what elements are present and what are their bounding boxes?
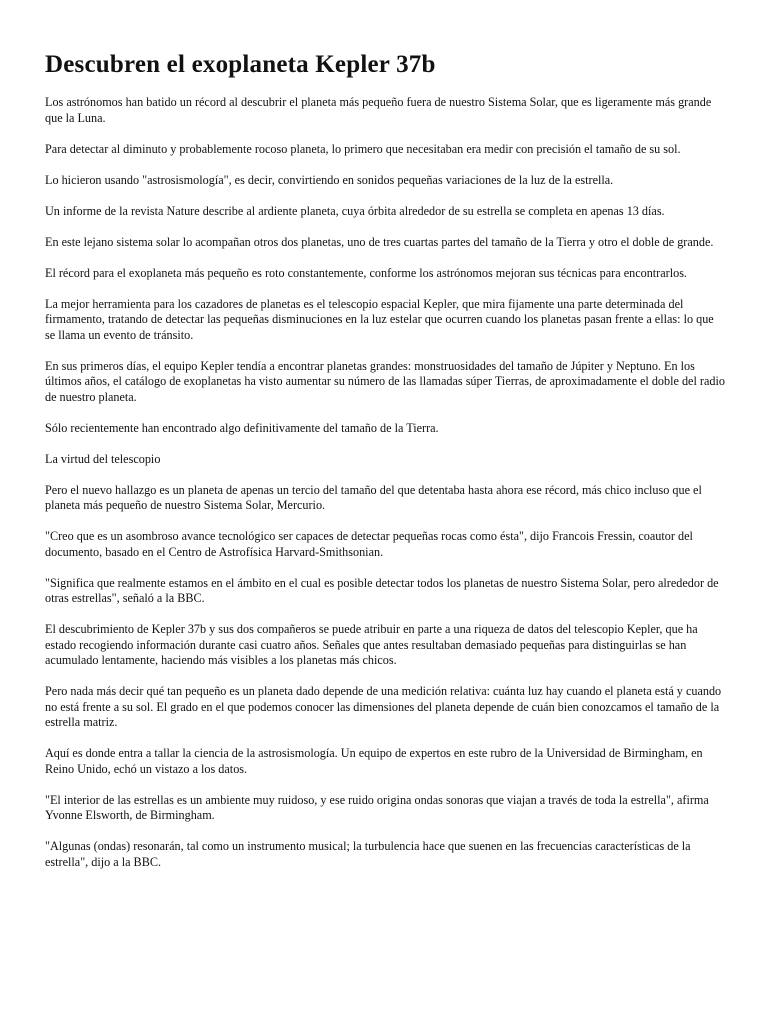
paragraph: La mejor herramienta para los cazadores de planetas es el telescopio espacial Kepler, que mira fijamente una parte determinada del firmamento, tratando de detectar las pequeñas disminuciones en la luz estelar que ocurren cuando los planetas pasan frente a ellas: lo que se llama un evento de tránsito. [45,296,714,342]
paragraph: Sólo recientemente han encontrado algo definitivamente del tamaño de la Tierra. [45,420,439,435]
paragraph: Pero el nuevo hallazgo es un planeta de apenas un tercio del tamaño del que detentaba hasta ahora ese récord, más chico incluso que el planeta más pequeño de nuestro Sistema Solar, Mercurio. [45,482,702,512]
paragraph: "Algunas (ondas) resonarán, tal como un instrumento musical; la turbulencia hace que suenen en las frecuencias características de la estrella", dijo a la BBC. [45,839,691,869]
paragraph: Un informe de la revista Nature describe al ardiente planeta, cuya órbita alrededor de su estrella se completa en apenas 13 días. [45,203,665,218]
paragraph: En sus primeros días, el equipo Kepler tendía a encontrar planetas grandes: monstruosidades del tamaño de Júpiter y Neptuno. En los últimos años, el catálogo de exoplanetas ha visto aumentar su número de las llamadas súper Tierras, de aproximadamente el doble del radio de nuestro planeta. [45,358,725,404]
paragraph: Aquí es donde entra a tallar la ciencia de la astrosismología. Un equipo de expertos en este rubro de la Universidad de Birmingham, en Reino Unido, echó un vistazo a los datos. [45,746,703,776]
paragraph: "El interior de las estrellas es un ambiente muy ruidoso, y ese ruido origina ondas sonoras que viajan a través de toda la estrella", afirma Yvonne Elsworth, de Birmingham. [45,792,709,822]
paragraph: En este lejano sistema solar lo acompañan otros dos planetas, uno de tres cuartas partes del tamaño de la Tierra y otro el doble de grande. [45,234,714,249]
paragraph: El descubrimiento de Kepler 37b y sus dos compañeros se puede atribuir en parte a una riqueza de datos del telescopio Kepler, que ha estado recogiendo información durante casi cuatro años. Señales que antes resultaban demasiado pequeñas para distinguirlas se han acumulado lentamente, haciendo más visibles a los planetas más chicos. [45,622,698,667]
paragraph: El récord para el exoplaneta más pequeño es roto constantemente, conforme los astrónomos mejoran sus técnicas para encontrarlos. [45,265,687,280]
paragraph: "Creo que es un asombroso avance tecnológico ser capaces de detectar pequeñas rocas como ésta", dijo Francois Fressin, coautor del documento, basado en el Centro de Astrofísica Harvard-Smithsonian. [45,529,693,559]
paragraph: Para detectar al diminuto y probablemente rocoso planeta, lo primero que necesitaban era medir con precisión el tamaño de su sol. [45,141,681,156]
paragraph: "Significa que realmente estamos en el ámbito en el cual es posible detectar todos los planetas de nuestro Sistema Solar, pero alrededor de otras estrellas", señaló a la BBC. [45,575,719,605]
paragraph: Lo hicieron usando "astrosismología", es decir, convirtiendo en sonidos pequeñas variaciones de la luz de la estrella. [45,172,614,187]
article-title: Descubren el exoplaneta Kepler 37b [45,51,436,78]
paragraph: Pero nada más decir qué tan pequeño es un planeta dado depende de una medición relativa: cuánta luz hay cuando el planeta está y cuando no está frente a su sol. El grado en el que podemos conocer las dimensiones del planeta depende de cuán bien conozcamos el tamaño de la estrella matriz. [45,684,722,729]
section-subheading: La virtud del telescopio [45,451,161,466]
paragraph: Los astrónomos han batido un récord al descubrir el planeta más pequeño fuera de nuestro Sistema Solar, que es ligeramente más grande que la Luna. [45,95,712,125]
article [45,50,725,886]
